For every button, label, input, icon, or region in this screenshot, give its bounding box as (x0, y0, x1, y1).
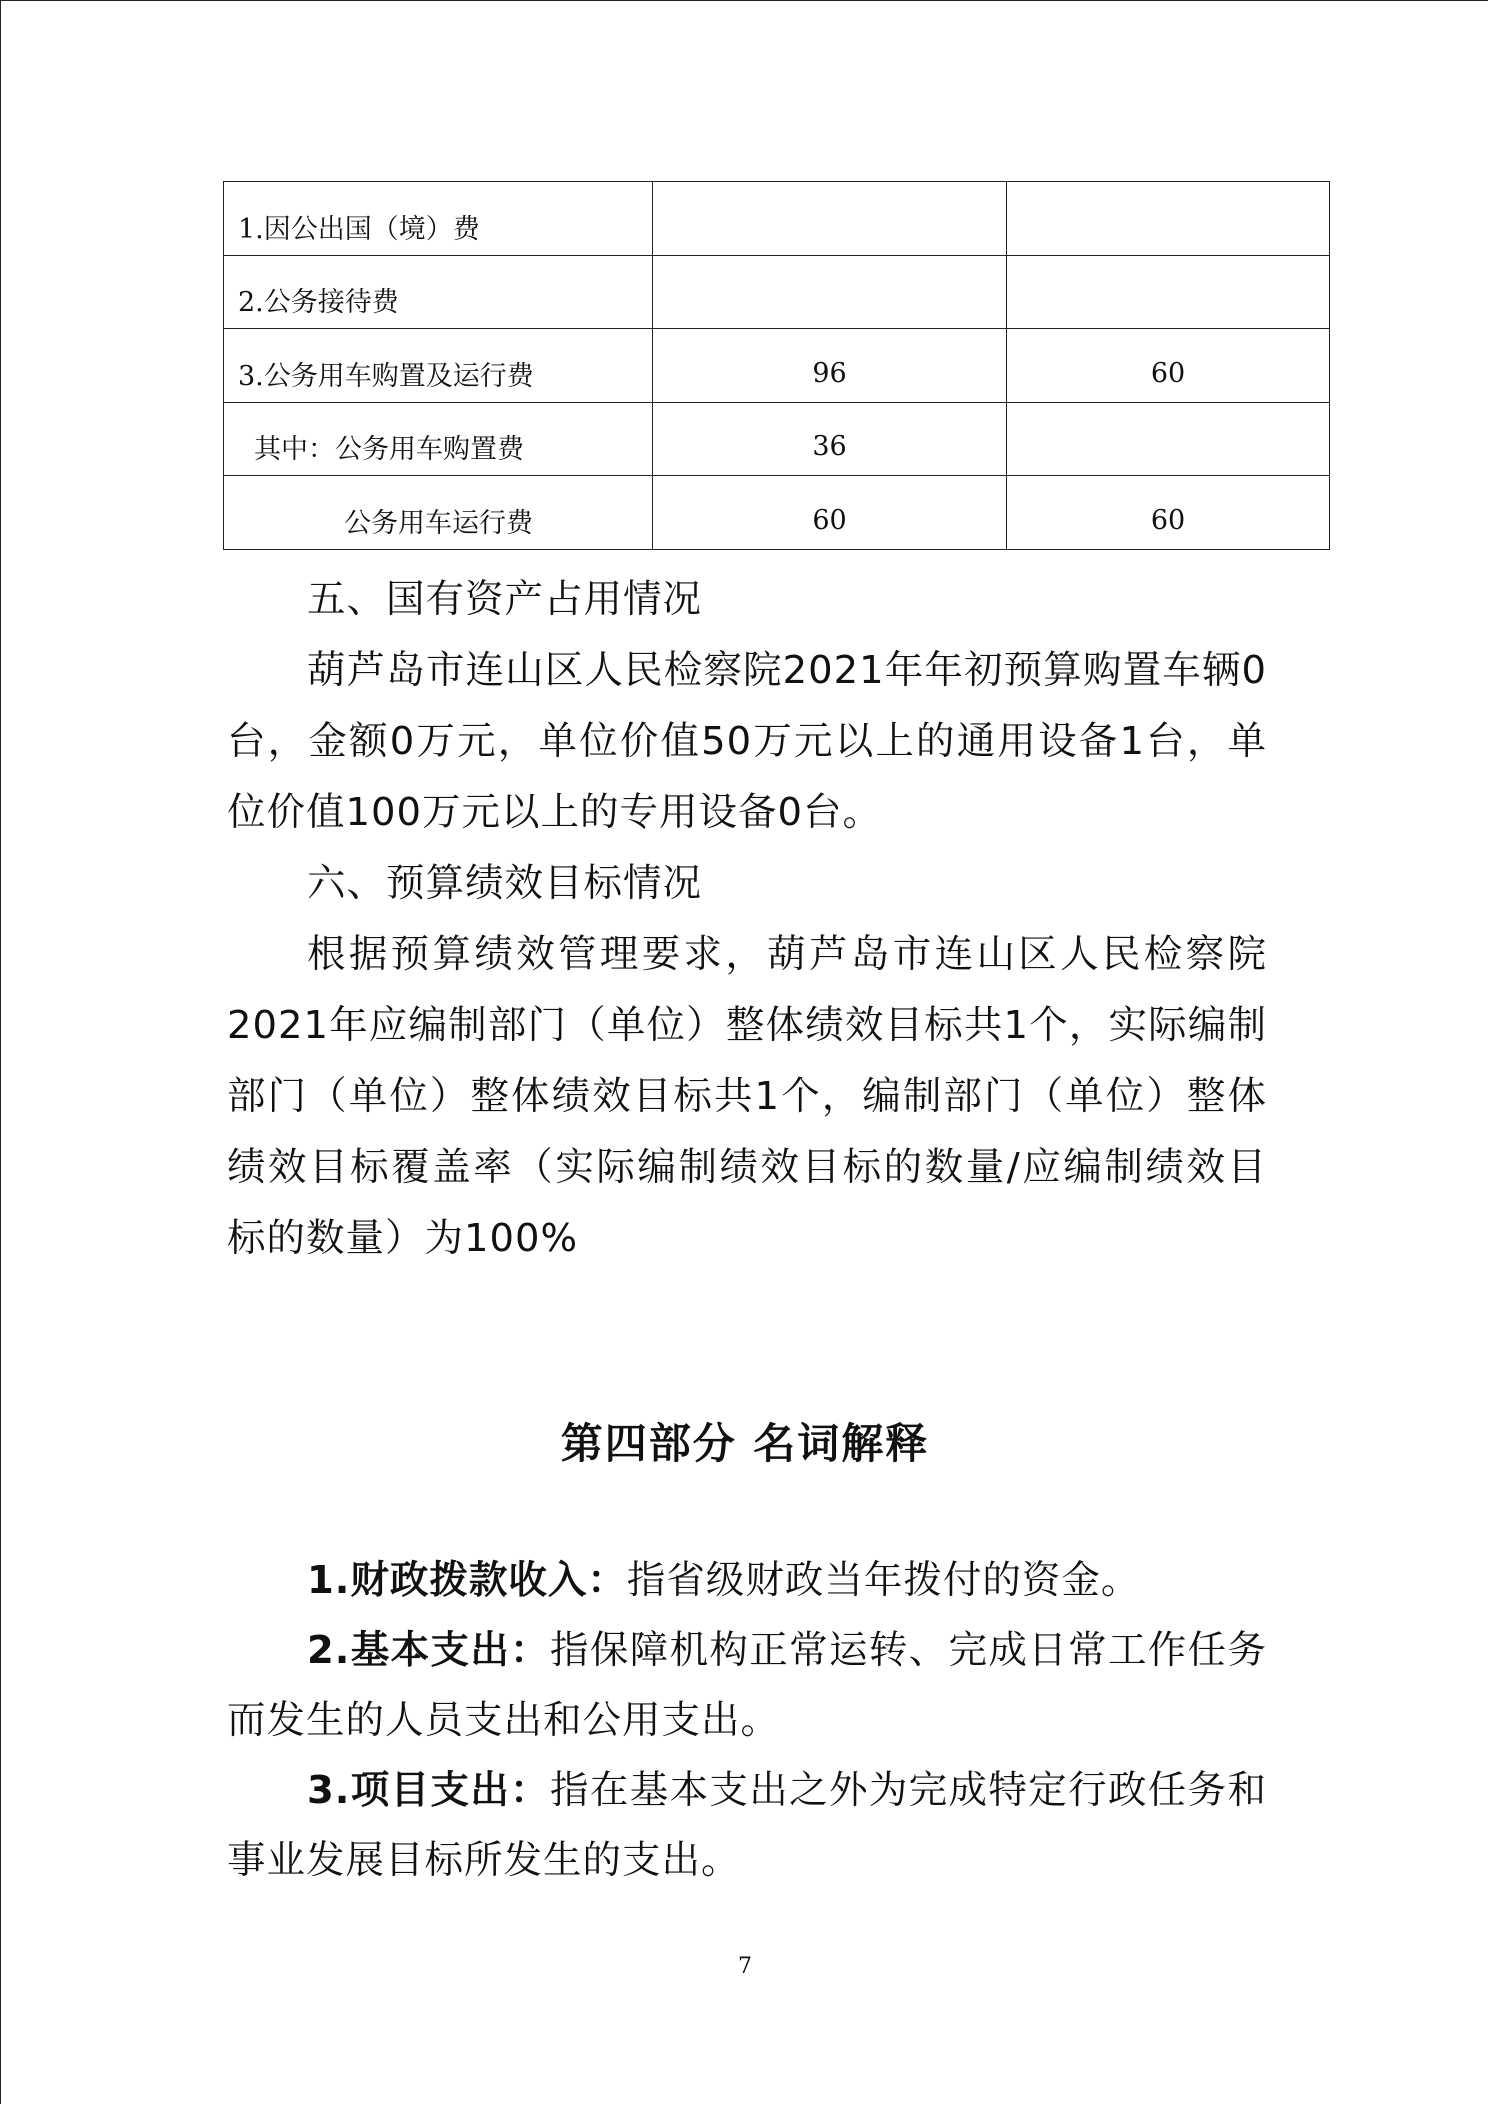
row-label: 1.因公出国（境）费 (224, 182, 653, 256)
section-5-text: 葫芦岛市连山区人民检察院2021年年初预算购置车辆0台，金额0万元，单位价值50万元以上的通用设备1台，单位价值100万元以上的专用设备0台。 (227, 648, 1267, 835)
section-5-title: 五、国有资产占用情况 (307, 577, 703, 622)
glossary-item (227, 1756, 1267, 1896)
table-row (224, 329, 1330, 403)
row-value-col3 (1007, 255, 1330, 329)
row-value-col3: 60 (1007, 329, 1330, 403)
glossary-item (227, 1546, 1267, 1616)
table-row (224, 182, 1330, 256)
table-row (224, 476, 1330, 550)
row-value-col2: 36 (653, 402, 1007, 476)
row-label: 其中：公务用车购置费 (224, 402, 653, 476)
section-6-text: 根据预算绩效管理要求，葫芦岛市连山区人民检察院2021年应编制部门（单位）整体绩效目标共1个，实际编制部门（单位）整体绩效目标共1个，编制部门（单位）整体绩效目标覆盖率（实际编制绩效目标的数量/应编制绩效目标的数量）为100% (227, 932, 1267, 1261)
glossary-term: 3.项目支出： (307, 1768, 551, 1813)
expense-table (223, 181, 1330, 550)
row-value-col3 (1007, 402, 1330, 476)
row-label: 2.公务接待费 (224, 255, 653, 329)
part-4-heading: 第四部分 名词解释 (560, 1419, 930, 1468)
glossary-item (227, 1616, 1267, 1756)
section-6-title: 六、预算绩效目标情况 (307, 861, 703, 906)
glossary-definition: 指省级财政当年拨付的资金。 (626, 1558, 1141, 1603)
glossary-term: 2.基本支出： (307, 1628, 551, 1673)
table-row (224, 402, 1330, 476)
glossary (227, 1546, 1267, 1896)
glossary-definition: 指保障机构正常运转、完成日常工作任务而发生的人员支出和公用支出。 (227, 1628, 1267, 1743)
section-6 (227, 848, 1267, 1274)
row-value-col2: 60 (653, 476, 1007, 550)
row-value-col2: 96 (653, 329, 1007, 403)
row-value-col2 (653, 182, 1007, 256)
row-value-col3: 60 (1007, 476, 1330, 550)
row-value-col3 (1007, 182, 1330, 256)
glossary-term: 1.财政拨款收入： (307, 1558, 627, 1603)
row-label: 公务用车运行费 (224, 476, 653, 550)
glossary-definition: 指在基本支出之外为完成特定行政任务和事业发展目标所发生的支出。 (227, 1768, 1267, 1883)
row-value-col2 (653, 255, 1007, 329)
page-number: 7 (738, 1954, 752, 1979)
table-row (224, 255, 1330, 329)
row-label: 3.公务用车购置及运行费 (224, 329, 653, 403)
section-5 (227, 564, 1267, 848)
